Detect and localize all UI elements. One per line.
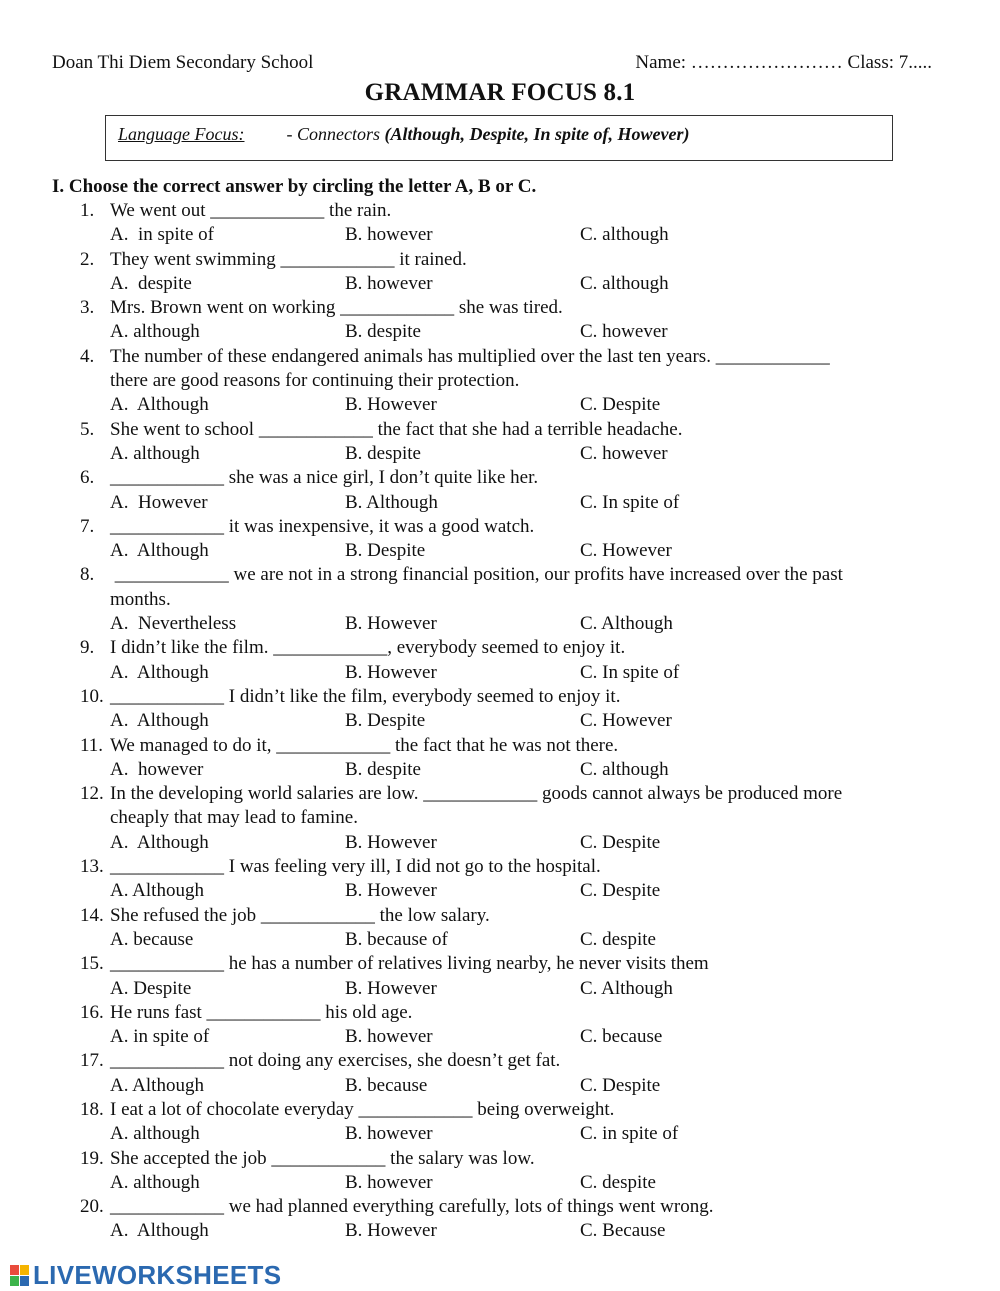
option-a[interactable]: A. however — [110, 758, 204, 780]
question-number: 8. — [80, 564, 95, 586]
option-c[interactable]: C. although — [580, 224, 669, 246]
question-text: ____________ he has a number of relatives living nearby, he never visits them — [110, 953, 709, 975]
option-a[interactable]: A. although — [110, 321, 200, 343]
option-a[interactable]: A. Although — [110, 831, 209, 853]
option-a[interactable]: A. because — [110, 928, 194, 950]
answer-options — [0, 709, 1000, 733]
language-focus-label: Language Focus: — [118, 124, 245, 144]
option-a[interactable]: A. Despite — [110, 977, 192, 999]
option-b[interactable]: B. However — [345, 831, 437, 853]
liveworksheets-logo — [10, 1260, 281, 1291]
question-item — [0, 904, 1000, 953]
answer-options — [0, 612, 1000, 636]
option-a[interactable]: A. Although — [110, 1220, 209, 1242]
option-c[interactable]: C. In spite of — [580, 661, 680, 683]
question-text: She accepted the job ____________ the salary was low. — [110, 1147, 535, 1169]
question-item — [0, 1195, 1000, 1244]
question-number: 6. — [80, 467, 95, 489]
answer-options — [0, 661, 1000, 685]
option-b[interactable]: B. Despite — [345, 540, 426, 562]
answer-options — [0, 1171, 1000, 1195]
question-item — [0, 1147, 1000, 1196]
question-item — [0, 515, 1000, 564]
question-item — [0, 636, 1000, 685]
option-c[interactable]: C. although — [580, 758, 669, 780]
question-indent — [0, 369, 110, 393]
question-item — [0, 782, 1000, 855]
option-c[interactable]: C. however — [580, 321, 668, 343]
option-a[interactable]: A. Although — [110, 540, 209, 562]
option-c[interactable]: C. in spite of — [580, 1123, 679, 1145]
question-number: 11. — [80, 734, 104, 756]
question-indent — [0, 806, 110, 830]
answer-options — [0, 1219, 1000, 1243]
liveworksheets-logo-text: LIVEWORKSHEETS — [33, 1260, 282, 1290]
option-b[interactable]: B. However — [345, 613, 437, 635]
question-number: 20. — [80, 1196, 104, 1218]
option-c[interactable]: C. In spite of — [580, 491, 680, 513]
option-c[interactable]: C. Because — [580, 1220, 666, 1242]
question-item — [0, 296, 1000, 345]
answer-options — [0, 442, 1000, 466]
question-text: ____________ not doing any exercises, she doesn’t get fat. — [110, 1050, 561, 1072]
question-item — [0, 199, 1000, 248]
option-b[interactable]: B. However — [345, 394, 437, 416]
option-a[interactable]: A. despite — [110, 272, 192, 294]
option-c[interactable]: C. Despite — [580, 831, 661, 853]
question-number: 16. — [80, 1001, 104, 1023]
question-number: 4. — [80, 345, 95, 367]
question-text: She refused the job ____________ the low salary. — [110, 904, 490, 926]
question-number: 2. — [80, 248, 95, 270]
language-focus-box — [105, 115, 893, 161]
question-text: We went out ____________ the rain. — [110, 200, 392, 221]
question-item — [0, 855, 1000, 904]
option-c[interactable]: C. Although — [580, 613, 673, 635]
option-c[interactable]: C. However — [580, 540, 672, 562]
question-text: He runs fast ____________ his old age. — [110, 1001, 413, 1023]
question-text: cheaply that may lead to famine. — [110, 807, 358, 829]
option-c[interactable]: C. Despite — [580, 394, 661, 416]
answer-options — [0, 1074, 1000, 1098]
question-number: 10. — [80, 685, 104, 707]
option-a[interactable]: A. Although — [110, 394, 209, 416]
question-number: 13. — [80, 856, 104, 878]
option-b[interactable]: B. however — [345, 1026, 433, 1048]
question-number: 18. — [80, 1098, 104, 1120]
language-focus-dash: - Connectors — [286, 124, 380, 144]
option-a[interactable]: A. Although — [110, 880, 204, 902]
language-focus-terms: (Although, Despite, In spite of, However) — [384, 124, 690, 144]
option-c[interactable]: C. However — [580, 710, 672, 732]
option-a[interactable]: A. Nevertheless — [110, 613, 237, 635]
answer-options — [0, 223, 1000, 247]
option-b[interactable]: B. despite — [345, 758, 421, 780]
option-a[interactable]: A. although — [110, 1123, 200, 1145]
option-b[interactable]: B. however — [345, 1171, 433, 1193]
option-c[interactable]: C. despite — [580, 928, 656, 950]
question-text: ____________ we are not in a strong financial position, our profits have increased over the past — [110, 564, 843, 586]
option-c[interactable]: C. Despite — [580, 880, 661, 902]
question-number: 12. — [80, 783, 104, 805]
question-number: 19. — [80, 1147, 104, 1169]
question-item — [0, 685, 1000, 734]
question-text: ____________ we had planned everything carefully, lots of things went wrong. — [110, 1196, 714, 1218]
question-number: 14. — [80, 904, 104, 926]
option-b[interactable]: B. because — [345, 1074, 428, 1096]
question-text: In the developing world salaries are low. ____________ goods cannot always be produced more — [110, 783, 843, 805]
answer-options — [0, 393, 1000, 417]
question-item — [0, 248, 1000, 297]
question-text: She went to school ____________ the fact that she had a terrible headache. — [110, 418, 683, 440]
option-c[interactable]: C. Although — [580, 977, 673, 999]
option-b[interactable]: B. despite — [345, 321, 421, 343]
option-b[interactable]: B. However — [345, 1220, 437, 1242]
option-b[interactable]: B. however — [345, 1123, 433, 1145]
answer-options — [0, 491, 1000, 515]
question-item — [0, 466, 1000, 515]
option-b[interactable]: B. Despite — [345, 710, 426, 732]
question-text: months. — [110, 588, 171, 610]
option-b[interactable]: B. however — [345, 272, 433, 294]
option-a[interactable]: A. However — [110, 491, 208, 513]
option-a[interactable]: A. in spite of — [110, 1026, 210, 1048]
question-number: 1. — [80, 200, 95, 221]
page-header — [52, 50, 932, 76]
question-text: The number of these endangered animals has multiplied over the last ten years. ____________ — [110, 345, 830, 367]
option-b[interactable]: B. However — [345, 880, 437, 902]
question-text: ____________ I was feeling very ill, I did not go to the hospital. — [110, 856, 601, 878]
question-text: They went swimming ____________ it rained. — [110, 248, 467, 270]
page-title: GRAMMAR FOCUS 8.1 — [364, 79, 636, 106]
option-b[interactable]: B. despite — [345, 442, 421, 464]
option-c[interactable]: C. although — [580, 272, 669, 294]
question-item — [0, 345, 1000, 418]
answer-options — [0, 879, 1000, 903]
question-text: I eat a lot of chocolate everyday ____________ being overweight. — [110, 1098, 615, 1120]
question-list — [0, 199, 1000, 1244]
answer-options — [0, 539, 1000, 563]
section-instruction: I. Choose the correct answer by circling the letter A, B or C. — [52, 176, 537, 197]
question-text: ____________ I didn’t like the film, everybody seemed to enjoy it. — [110, 685, 621, 707]
question-item — [0, 734, 1000, 783]
option-c[interactable]: C. Despite — [580, 1074, 661, 1096]
question-number: 3. — [80, 297, 95, 319]
question-item — [0, 563, 1000, 636]
option-a[interactable]: A. Although — [110, 710, 209, 732]
answer-options — [0, 758, 1000, 782]
question-text: ____________ it was inexpensive, it was a good watch. — [110, 515, 535, 537]
question-number: 17. — [80, 1050, 104, 1072]
option-b[interactable]: B. because of — [345, 928, 448, 950]
question-indent — [0, 588, 110, 612]
question-number: 9. — [80, 637, 95, 659]
question-item — [0, 1001, 1000, 1050]
liveworksheets-logo-icon — [10, 1265, 30, 1287]
answer-options — [0, 320, 1000, 344]
name-class-field: Name: …………………… Class: 7..... — [635, 52, 932, 73]
option-c[interactable]: C. because — [580, 1026, 663, 1048]
answer-options — [0, 831, 1000, 855]
option-b[interactable]: B. however — [345, 224, 433, 246]
question-number: 5. — [80, 418, 95, 440]
option-a[interactable]: A. in spite of — [110, 224, 214, 246]
question-number: 15. — [80, 953, 104, 975]
answer-options — [0, 1025, 1000, 1049]
option-c[interactable]: C. however — [580, 442, 668, 464]
school-name: Doan Thi Diem Secondary School — [52, 52, 314, 73]
option-b[interactable]: B. However — [345, 661, 437, 683]
question-item — [0, 418, 1000, 467]
question-text: ____________ she was a nice girl, I don’t quite like her. — [110, 467, 539, 489]
option-c[interactable]: C. despite — [580, 1171, 656, 1193]
answer-options — [0, 1122, 1000, 1146]
option-b[interactable]: B. However — [345, 977, 437, 999]
option-a[interactable]: A. Although — [110, 1074, 204, 1096]
question-text: I didn’t like the film. ____________, everybody seemed to enjoy it. — [110, 637, 626, 659]
option-a[interactable]: A. Although — [110, 661, 209, 683]
question-text: Mrs. Brown went on working ____________ she was tired. — [110, 297, 563, 319]
question-item — [0, 1049, 1000, 1098]
question-item — [0, 1098, 1000, 1147]
option-a[interactable]: A. although — [110, 1171, 200, 1193]
answer-options — [0, 977, 1000, 1001]
answer-options — [0, 928, 1000, 952]
question-item — [0, 952, 1000, 1001]
question-text: We managed to do it, ____________ the fact that he was not there. — [110, 734, 619, 756]
option-a[interactable]: A. although — [110, 442, 200, 464]
answer-options — [0, 272, 1000, 296]
question-number: 7. — [80, 515, 95, 537]
question-text: there are good reasons for continuing their protection. — [110, 370, 520, 392]
option-b[interactable]: B. Although — [345, 491, 438, 513]
